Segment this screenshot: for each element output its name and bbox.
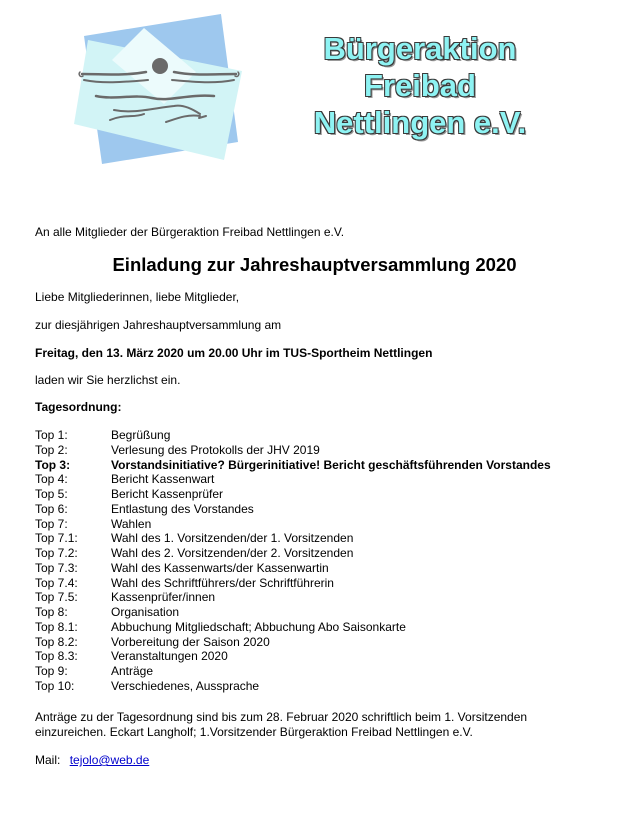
agenda-item-number: Top 6: [35,501,68,516]
agenda-item [35,635,551,650]
agenda-item-text: Bericht Kassenwart [111,472,215,487]
agenda-item-number: Top 7: [35,516,68,531]
agenda-item [35,531,551,546]
agenda-item-number: Top 7.3: [35,560,78,575]
agenda-item-text: Bericht Kassenprüfer [111,487,224,501]
agenda-item [35,487,551,502]
email-link[interactable]: tejolo@web.de [69,753,150,767]
agenda-item-number: Top 7.1: [35,531,78,546]
greeting: Liebe Mitgliederinnen, liebe Mitglieder, [35,290,240,304]
agenda-item [35,502,551,517]
page-title: Einladung zur Jahreshauptversammlung 2020 [112,254,517,275]
event-details: Freitag, den 13. März 2020 um 20.00 Uhr im TUS-Sportheim Nettlingen [35,346,433,360]
agenda-item-text: Abbuchung Mitgliedschaft; Abbuchung Abo Saisonkarte [111,619,406,634]
agenda-item-number: Top 1: [35,428,68,442]
agenda-item [35,679,551,694]
agenda-item-number: Top 9: [35,664,68,678]
agenda-item-number: Top 8.1: [35,619,78,634]
agenda-item [35,664,551,679]
agenda-item-text: Wahl des 1. Vorsitzenden/der 1. Vorsitzenden [111,531,354,546]
agenda-list [35,428,551,694]
agenda-item [35,546,551,561]
mail-label: Mail: [35,753,61,767]
agenda-heading: Tagesordnung: [35,400,122,414]
agenda-item-text: Vorbereitung der Saison 2020 [111,634,270,649]
club-name-line: Freibad [364,68,476,103]
submission-note-line: einzureichen. Eckart Langholf; 1.Vorsitzender Bürgeraktion Freibad Nettlingen e.V. [35,725,473,739]
agenda-item-number: Top 8.3: [35,649,78,664]
agenda-item [35,605,551,620]
agenda-item-text: Kassenprüfer/innen [111,590,216,605]
agenda-item [35,576,551,591]
agenda-item-text: Begrüßung [111,428,171,442]
agenda-item-number: Top 3: [35,457,71,472]
recipient-line: An alle Mitglieder der Bürgeraktion Freibad Nettlingen e.V. [35,225,345,239]
intro-text: zur diesjährigen Jahreshauptversammlung am [35,318,282,332]
submission-note-line: Anträge zu der Tagesordnung sind bis zum 28. Februar 2020 schriftlich beim 1. Vorsitzenden [35,710,528,724]
agenda-item [35,458,551,473]
agenda-item-number: Top 4: [35,472,68,487]
club-logo [74,14,254,164]
submission-note [35,710,615,740]
club-name-line: Bürgeraktion [323,31,517,66]
agenda-item-text: Entlastung des Vorstandes [111,501,254,516]
agenda-item [35,649,551,664]
agenda-item [35,620,551,635]
agenda-item-text: Wahl des Kassenwarts/der Kassenwartin [111,560,329,575]
agenda-item-text: Vorstandsinitiative? Bürgerinitiative! Bericht geschäftsführenden Vorstandes [111,457,551,472]
agenda-item-number: Top 7.5: [35,590,78,605]
agenda-item-number: Top 2: [35,442,68,457]
agenda-item-number: Top 10: [35,678,75,693]
agenda-item [35,428,551,443]
agenda-item-text: Verlesung des Protokolls der JHV 2019 [111,442,320,457]
agenda-item [35,590,551,605]
agenda-item-number: Top 7.4: [35,575,78,590]
agenda-item-text: Wahlen [111,516,152,531]
agenda-item [35,443,551,458]
agenda-item-text: Wahl des Schriftführers/der Schriftführerin [111,575,334,590]
agenda-item-number: Top 5: [35,487,68,501]
swimmer-icon [74,14,254,164]
club-name-line: Nettlingen e.V. [313,105,527,140]
agenda-item-number: Top 7.2: [35,546,78,560]
agenda-item-number: Top 8: [35,605,68,619]
agenda-item [35,472,551,487]
contact-line [35,753,149,768]
invite-text: laden wir Sie herzlichst ein. [35,373,181,387]
agenda-item-text: Anträge [111,664,154,678]
swimmer-head [152,58,168,74]
agenda-item [35,517,551,532]
agenda-item-number: Top 8.2: [35,634,78,649]
club-name-heading [290,30,550,141]
agenda-item-text: Organisation [111,605,180,619]
agenda-item-text: Wahl des 2. Vorsitzenden/der 2. Vorsitzenden [111,546,354,560]
agenda-item-text: Verschiedenes, Aussprache [111,678,260,693]
agenda-item [35,561,551,576]
agenda-item-text: Veranstaltungen 2020 [111,649,228,664]
